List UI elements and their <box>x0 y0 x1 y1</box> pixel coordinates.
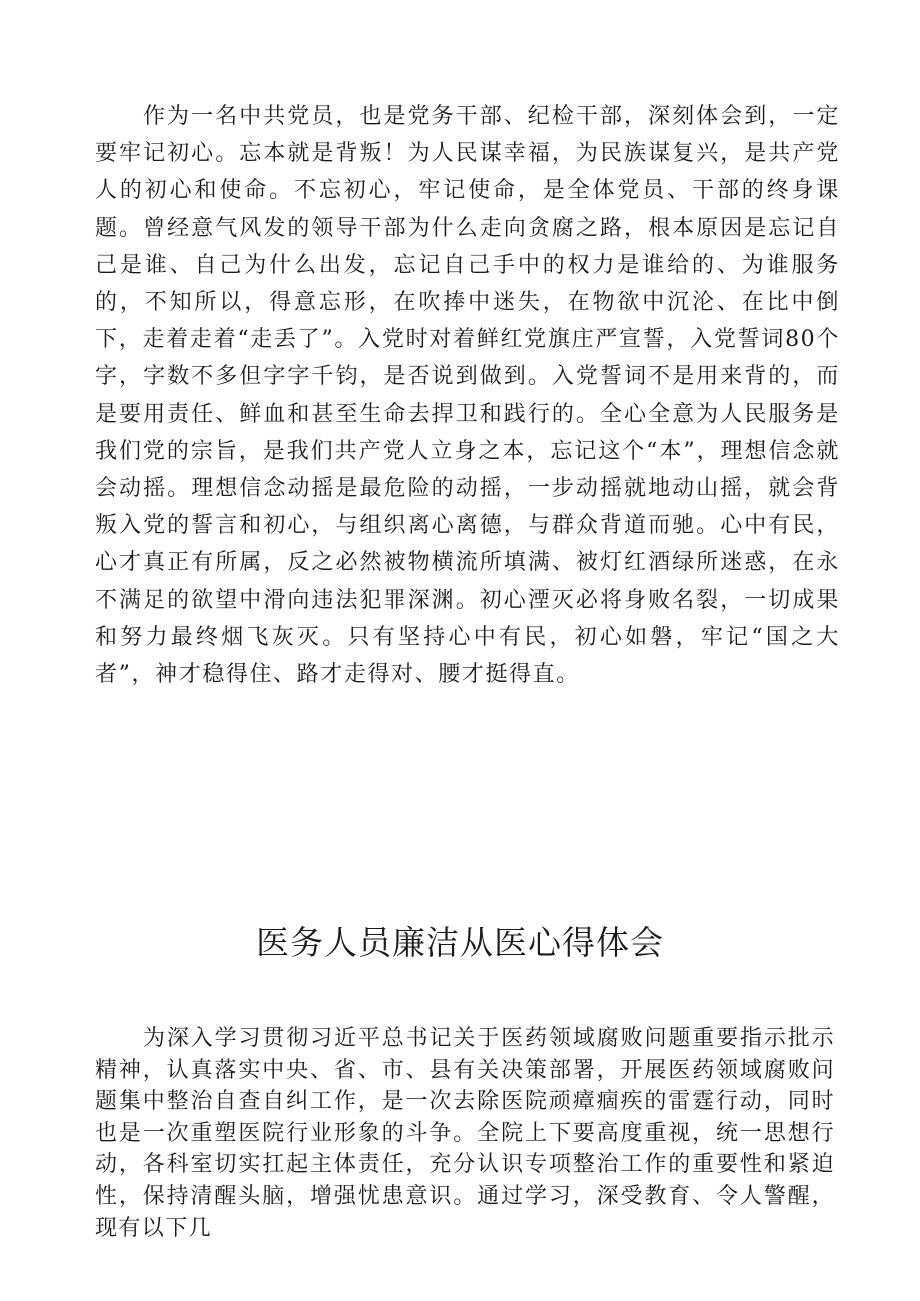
section-title: 医务人员廉洁从医心得体会 <box>256 923 664 962</box>
body-paragraph-1: 作为一名中共党员，也是党务干部、纪检干部，深刻体会到，一定要牢记初心。忘本就是背叛！为人民谋幸福，为民族谋复兴，是共产党人的初心和使命。不忘初心，牢记使命，是全体党员、干部的终身课题。曾经意气风发的领导干部为什么走向贪腐之路，根本原因是忘记自己是谁、自己为什么出发，忘记自己手中的权力是谁给的、为谁服务的，不知所以，得意忘形，在吹捧中迷失，在物欲中沉沦、在比中倒下，走着走着“走丢了”。入党时对着鲜红党旗庄严宣誓，入党誓词80个字，字数不多但字字千钧，是否说到做到。入党誓词不是用来背的，而是要用责任、鲜血和甚至生命去捍卫和践行的。全心全意为人民服务是我们党的宗旨，是我们共产党人立身之本，忘记这个“本”，理想信念就会动摇。理想信念动摇是最危险的动摇，一步动摇就地动山摇，就会背叛入党的誓言和初心，与组织离心离德，与群众背道而驰。心中有民，心才真正有所属，反之必然被物横流所填满、被灯红酒绿所迷惑，在永不满足的欲望中滑向违法犯罪深渊。初心湮灭必将身败名裂，一切成果和努力最终烟飞灰灭。只有坚持心中有民，初心如磐，牢记“国之大者”，神才稳得住、路才走得对、腰才挺得直。 <box>95 104 840 688</box>
body-paragraph-2: 为深入学习贯彻习近平总书记关于医药领域腐败问题重要指示批示精神，认真落实中央、省、市、县有关决策部署，开展医药领域腐败问题集中整治自查自纠工作，是一次去除医院顽瘴痼疾的雷霆行动，同时也是一次重塑医院行业形象的斗争。全院上下要高度重视，统一思想行动，各科室切实扛起主体责任，充分认识专项整治工作的重要性和紧迫性，保持清醒头脑，增强忧患意识。通过学习，深受教育、令人警醒，现有以下几 <box>95 1026 835 1241</box>
